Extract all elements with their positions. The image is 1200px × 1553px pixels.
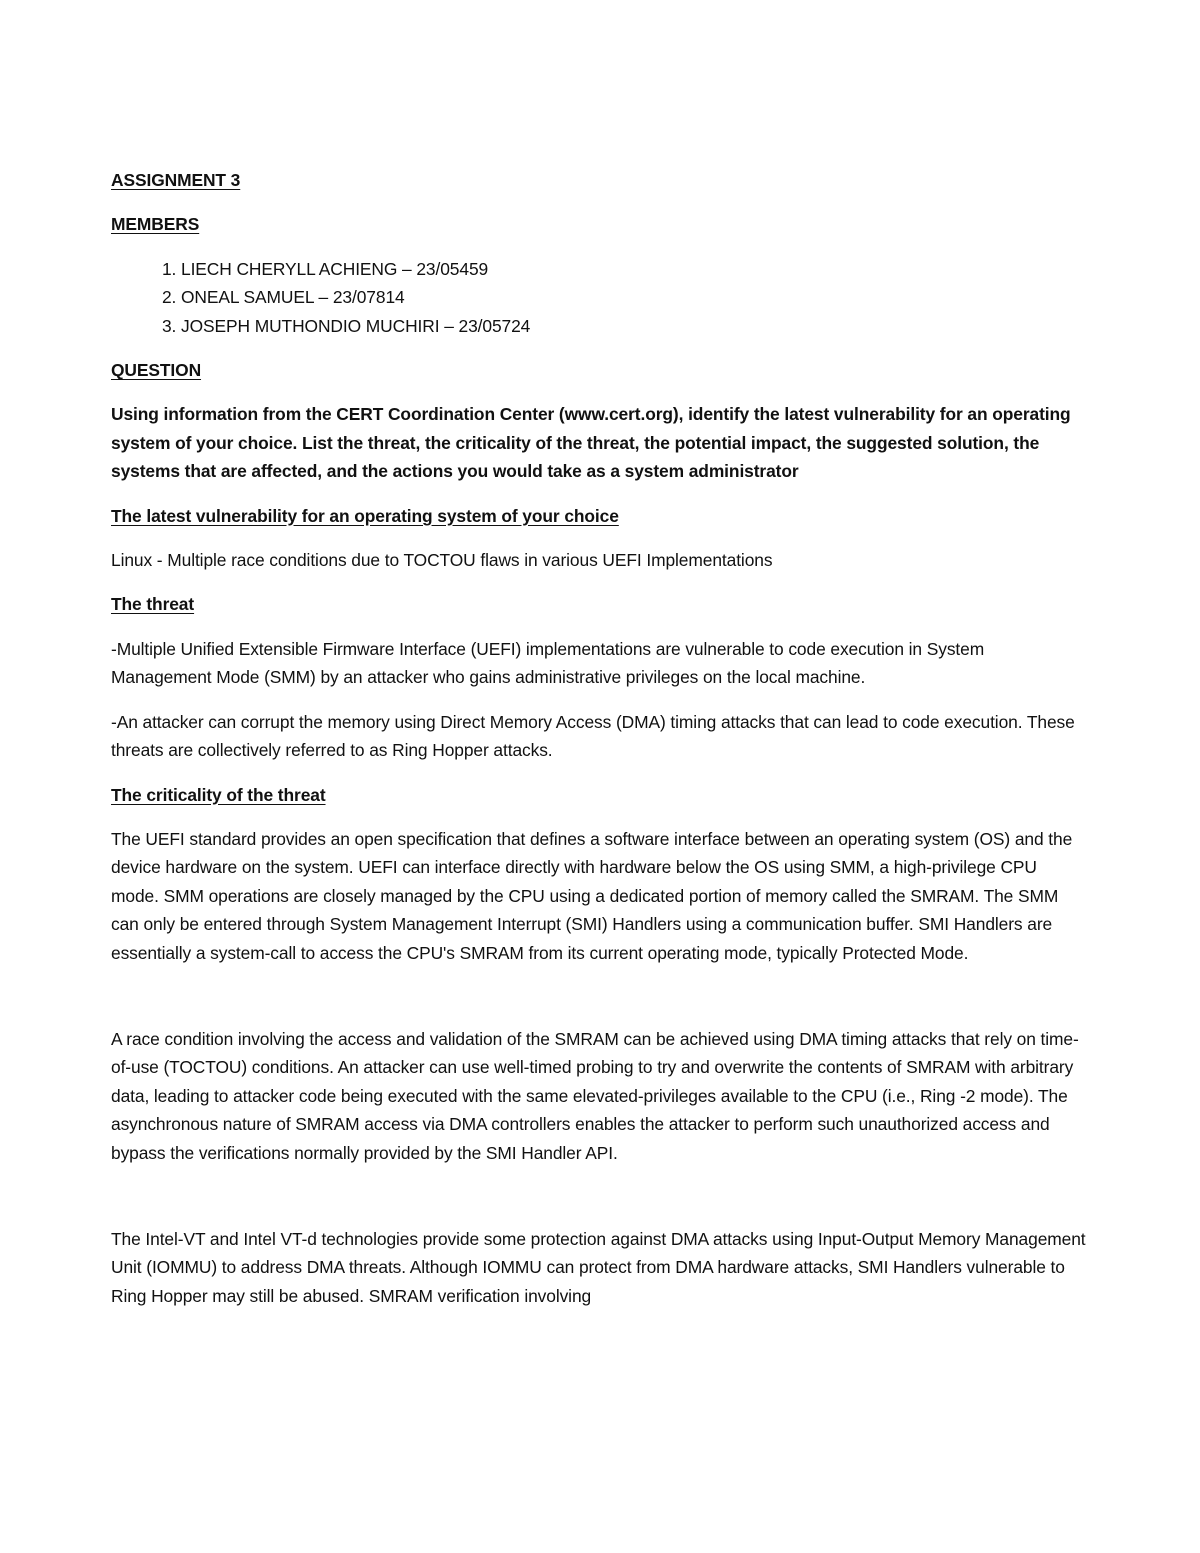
member-item: 3. JOSEPH MUTHONDIO MUCHIRI – 23/05724: [181, 312, 1089, 340]
document-page: [111, 166, 1089, 1326]
question-heading: QUESTION: [111, 360, 202, 381]
paragraph-spacer: [111, 1183, 1089, 1225]
latest-vulnerability-heading: The latest vulnerability for an operating system of your choice: [111, 505, 619, 526]
threat-paragraph: -An attacker can corrupt the memory using Direct Memory Access (DMA) timing attacks that can lead to code execution. These threats are collectively referred to as Ring Hopper attacks.: [111, 711, 1075, 761]
paragraph-spacer: [111, 983, 1089, 1025]
members-heading: MEMBERS: [111, 214, 200, 235]
members-list: [111, 255, 1089, 340]
latest-vulnerability-text: Linux - Multiple race conditions due to TOCTOU flaws in various UEFI Implementations: [111, 550, 773, 571]
member-item: 2. ONEAL SAMUEL – 23/07814: [181, 283, 1089, 311]
criticality-heading: The criticality of the threat: [111, 784, 326, 805]
assignment-title: ASSIGNMENT 3: [111, 170, 241, 190]
criticality-paragraph: The Intel-VT and Intel VT-d technologies provide some protection against DMA attacks using Input-Output Memory Management Unit (IOMMU) to address DMA threats. Although IOMMU can protect from DMA hardware attacks, SMI Handlers vulnerable to Ring Hopper may still be abused. SMRAM verification involving: [111, 1228, 1086, 1306]
threat-paragraph: -Multiple Unified Extensible Firmware Interface (UEFI) implementations are vulnerable to code execution in System Management Mode (SMM) by an attacker who gains administrative privileges on the local machine.: [111, 638, 985, 688]
member-item: 1. LIECH CHERYLL ACHIENG – 23/05459: [181, 255, 1089, 283]
question-text: Using information from the CERT Coordination Center (www.cert.org), identify the latest vulnerability for an operating system of your choice. List the threat, the criticality of the threat, the potential impact, the suggested solution, the systems that are affected, and the actions you would take as a system administrator: [111, 404, 1071, 482]
criticality-paragraph: A race condition involving the access and validation of the SMRAM can be achieved using DMA timing attacks that rely on time-of-use (TOCTOU) conditions. An attacker can use well-timed probing to try and overwrite the contents of SMRAM with arbitrary data, leading to attacker code being executed with the same elevated-privileges available to the CPU (i.e., Ring -2 mode). The asynchronous nature of SMRAM access via DMA controllers enables the attacker to perform such unauthorized access and bypass the verifications normally provided by the SMI Handler API.: [111, 1028, 1079, 1163]
criticality-paragraph: The UEFI standard provides an open specification that defines a software interface between an operating system (OS) and the device hardware on the system. UEFI can interface directly with hardware below the OS using SMM, a high-privilege CPU mode. SMM operations are closely managed by the CPU using a dedicated portion of memory called the SMRAM. The SMM can only be entered through System Management Interrupt (SMI) Handlers using a communication buffer. SMI Handlers are essentially a system-call to access the CPU's SMRAM from its current operating mode, typically Protected Mode.: [111, 828, 1073, 963]
threat-heading: The threat: [111, 594, 195, 615]
